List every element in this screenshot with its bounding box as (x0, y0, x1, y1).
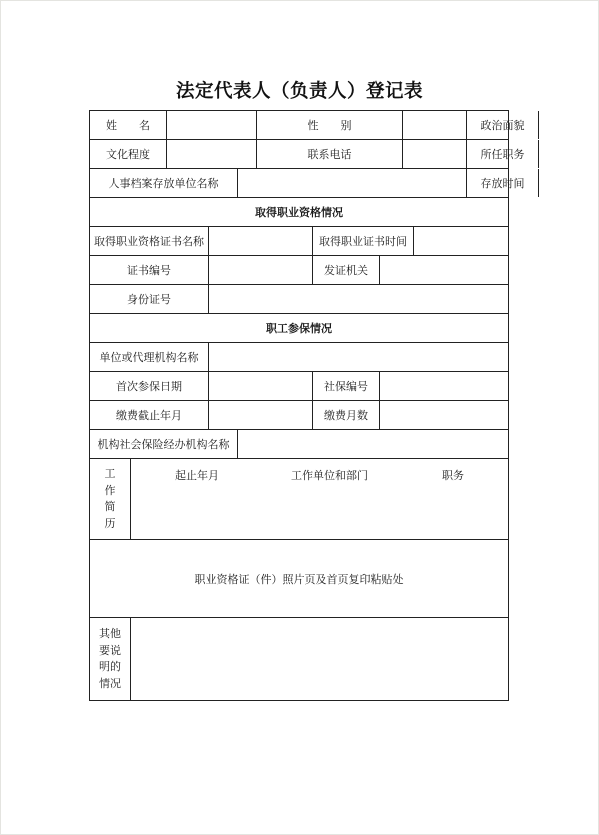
issuer-label: 发证机关 (312, 256, 379, 284)
work-resume-label (90, 459, 130, 539)
other-notes-char: 其他 (99, 627, 121, 640)
id-number-field[interactable] (208, 285, 508, 313)
political-field[interactable] (538, 111, 599, 139)
row-cert-number (90, 256, 508, 285)
position-label: 所任职务 (466, 140, 538, 168)
first-insured-date-field[interactable] (208, 372, 312, 400)
payment-until-label: 缴费截止年月 (116, 409, 182, 422)
page-title: 法定代表人（负责人）登记表 (175, 81, 423, 102)
col-start-end: 起止年月 (175, 469, 219, 482)
name-label: 姓 名 (106, 119, 150, 132)
social-security-number-field[interactable] (379, 372, 508, 400)
phone-field[interactable] (402, 140, 466, 168)
position-field[interactable] (538, 140, 599, 168)
qualification-section-title: 取得职业资格情况 (255, 206, 343, 219)
row-first-insured (90, 372, 508, 401)
work-resume-char: 简 (104, 500, 116, 513)
row-cert-name (90, 227, 508, 256)
cert-name-field[interactable] (208, 227, 312, 255)
payment-months-field[interactable] (379, 401, 508, 429)
row-paste-area (90, 540, 508, 618)
registration-table (89, 110, 525, 701)
archive-unit-field[interactable] (237, 169, 466, 197)
social-security-number-label: 社保编号 (312, 372, 379, 400)
row-payment (90, 401, 508, 430)
insurance-section-title: 职工参保情况 (266, 322, 332, 335)
photo-paste-area[interactable]: 职业资格证（件）照片页及首页复印粘贴处 (194, 572, 404, 586)
cert-time-label: 取得职业证书时间 (312, 227, 413, 255)
row-archive (90, 169, 525, 198)
other-notes-char: 情况 (99, 676, 121, 690)
unit-name-field[interactable] (208, 343, 508, 371)
first-insured-date-label: 首次参保日期 (116, 380, 182, 393)
row-unit-name (90, 343, 508, 372)
insurance-section (90, 314, 508, 343)
row-basic-2 (90, 140, 525, 169)
archive-time-field[interactable] (538, 169, 599, 197)
payment-months-label: 缴费月数 (312, 401, 379, 429)
row-agency (90, 430, 508, 459)
agency-label: 机构社会保险经办机构名称 (97, 438, 230, 451)
education-field[interactable] (166, 140, 256, 168)
name-field[interactable] (166, 111, 256, 139)
qualification-section (90, 198, 508, 227)
phone-label: 联系电话 (256, 140, 402, 168)
other-notes-char: 要说 (99, 643, 121, 657)
col-duty: 职务 (442, 469, 464, 482)
payment-until-field[interactable] (208, 401, 312, 429)
other-notes-char: 明的 (99, 660, 121, 673)
work-resume-area[interactable] (130, 459, 508, 539)
cert-time-field[interactable] (413, 227, 508, 255)
education-label: 文化程度 (106, 148, 150, 161)
row-other-notes (90, 618, 508, 701)
id-number-label: 身份证号 (127, 293, 171, 306)
unit-name-label: 单位或代理机构名称 (99, 351, 199, 364)
political-label: 政治面貌 (466, 111, 538, 139)
archive-time-label: 存放时间 (466, 169, 538, 197)
gender-label: 性 别 (256, 111, 402, 139)
cert-number-label: 证书编号 (127, 264, 171, 277)
col-work-unit: 工作单位和部门 (291, 469, 368, 482)
other-notes-label (90, 618, 130, 700)
cert-name-label: 取得职业资格证书名称 (94, 235, 204, 248)
work-resume-char: 工 (104, 467, 116, 480)
other-notes-field[interactable] (130, 618, 508, 700)
work-resume-char: 历 (104, 516, 116, 530)
agency-field[interactable] (237, 430, 508, 458)
issuer-field[interactable] (379, 256, 508, 284)
archive-unit-label: 人事档案存放单位名称 (108, 177, 219, 190)
row-id-number (90, 285, 508, 314)
row-work-resume (90, 459, 508, 540)
cert-number-field[interactable] (208, 256, 312, 284)
gender-field[interactable] (402, 111, 466, 139)
work-resume-char: 作 (104, 483, 116, 497)
row-basic-1 (90, 111, 525, 140)
